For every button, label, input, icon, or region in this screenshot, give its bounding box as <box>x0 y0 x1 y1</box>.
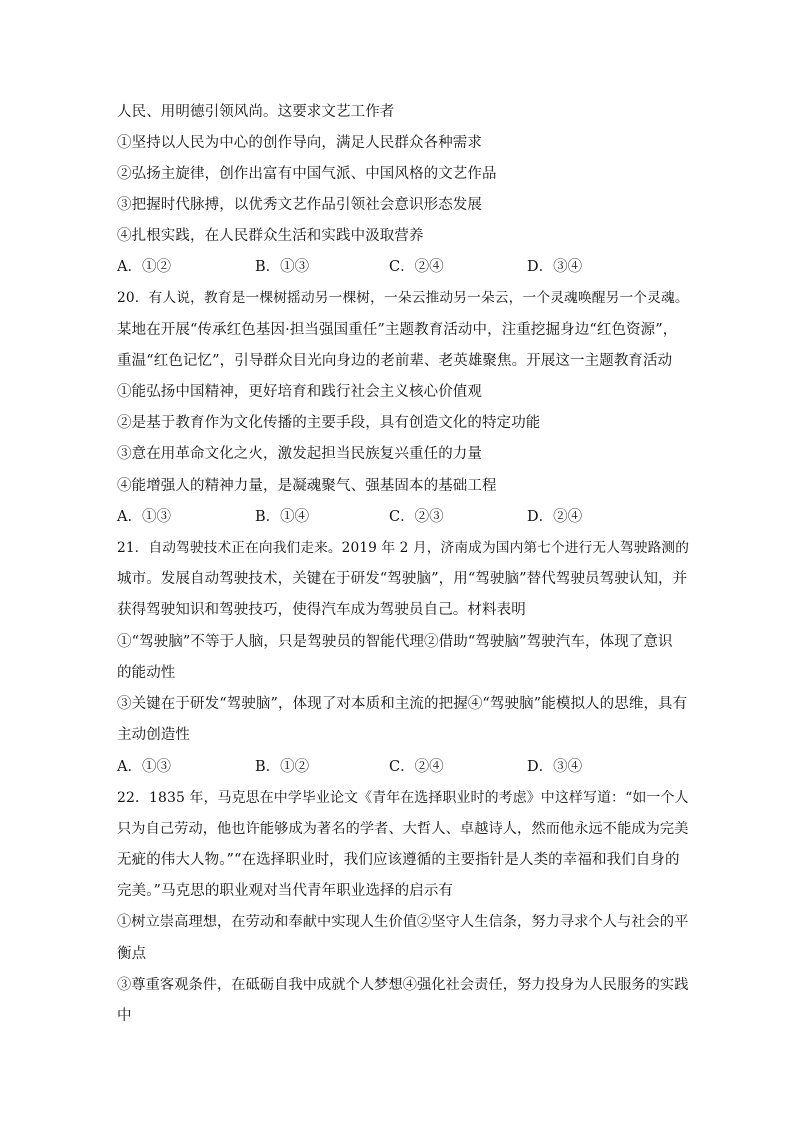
prev-options <box>117 257 687 277</box>
option-c: C．②④ <box>389 259 444 275</box>
prev-statement-1: ①坚持以人民为中心的创作导向，满足人民群众各种需求 <box>117 135 482 151</box>
q21-stem-line-3: 获得驾驶知识和驾驶技巧，使得汽车成为驾驶员自己。材料表明 <box>117 602 526 618</box>
q22-statement-2-cont: 中 <box>117 1008 132 1024</box>
q21-stem-line-2: 城市。发展自动驾驶技术，关键在于研发“驾驶脑”，用“驾驶脑”替代驾驶员驾驶认知，并 <box>117 571 688 587</box>
prev-statement-3: ③把握时代脉搏，以优秀文艺作品引领社会意识形态发展 <box>117 197 482 213</box>
option-b: B．①② <box>255 759 310 775</box>
q21-stem-line-1: 21．自动驾驶技术正在向我们走来。2019 年 2 月，济南成为国内第七个进行无人驾驶路测的 <box>117 540 690 556</box>
q20-stem-line-3: 重温“红色记忆”，引导群众目光向身边的老前辈、老英雄聚焦。开展这一主题教育活动 <box>117 353 673 369</box>
q21-statement-2: ③关键在于研发“驾驶脑”，体现了对本质和主流的把握④“驾驶脑”能模拟人的思维，具有 <box>117 696 688 712</box>
prev-question-tail: 人民、用明德引领风尚。这要求文艺工作者 <box>117 104 395 120</box>
q20-statement-3: ③意在用革命文化之火，激发起担当民族复兴重任的力量 <box>117 446 482 462</box>
option-d: D．②④ <box>527 509 583 525</box>
q20-statement-4: ④能增强人的精神力量，是凝魂聚气、强基固本的基础工程 <box>117 478 497 494</box>
option-a: A．①③ <box>117 509 171 525</box>
q22-statement-1-cont: 衡点 <box>117 946 147 962</box>
option-c: C．②③ <box>389 509 444 525</box>
q21-statement-2-cont: 主动创造性 <box>117 727 190 743</box>
q20-stem-line-2: 某地在开展“传承红色基因·担当强国重任”主题教育活动中，注重挖掘身边“红色资源”， <box>117 322 678 338</box>
prev-statement-4: ④扎根实践，在人民群众生活和实践中汲取营养 <box>117 228 424 244</box>
q21-options <box>117 757 687 777</box>
q20-statement-1: ①能弘扬中国精神，更好培育和践行社会主义核心价值观 <box>117 384 482 400</box>
q22-stem-line-3: 无疵的伟大人物。”“在选择职业时，我们应该遵循的主要指针是人类的幸福和我们自身的 <box>117 852 680 868</box>
q22-stem-line-2: 只为自己劳动，他也许能够成为著名的学者、大哲人、卓越诗人，然而他永远不能成为完美 <box>117 821 689 837</box>
q22-statement-1: ①树立崇高理想，在劳动和奉献中实现人生价值②坚守人生信条，努力寻求个人与社会的平 <box>117 914 689 930</box>
option-b: B．①④ <box>255 509 310 525</box>
option-d: D．③④ <box>527 259 583 275</box>
q20-stem-line-1: 20．有人说，教育是一棵树摇动另一棵树，一朵云推动另一朵云，一个灵魂唤醒另一个灵魂。 <box>117 290 689 306</box>
prev-statement-2: ②弘扬主旋律，创作出富有中国气派、中国风格的文艺作品 <box>117 166 497 182</box>
option-b: B．①③ <box>255 259 310 275</box>
q21-statement-1: ①“驾驶脑”不等于人脑，只是驾驶员的智能代理②借助“驾驶脑”驾驶汽车，体现了意识 <box>117 634 673 650</box>
q22-stem-line-4: 完美。”马克思的职业观对当代青年职业选择的启示有 <box>117 883 454 899</box>
q21-statement-1-cont: 的能动性 <box>117 665 176 681</box>
q22-stem-line-1: 22．1835 年，马克思在中学毕业论文《青年在选择职业时的考虑》中这样写道：“如一个人 <box>117 790 689 806</box>
option-a: A．①② <box>117 259 171 275</box>
option-a: A．①③ <box>117 759 171 775</box>
q22-statement-2: ③尊重客观条件，在砥砺自我中成就个人梦想④强化社会责任，努力投身为人民服务的实践 <box>117 977 689 993</box>
option-d: D．③④ <box>527 759 583 775</box>
option-c: C．②④ <box>389 759 444 775</box>
q20-statement-2: ②是基于教育作为文化传播的主要手段，具有创造文化的特定功能 <box>117 415 541 431</box>
q20-options <box>117 507 687 527</box>
